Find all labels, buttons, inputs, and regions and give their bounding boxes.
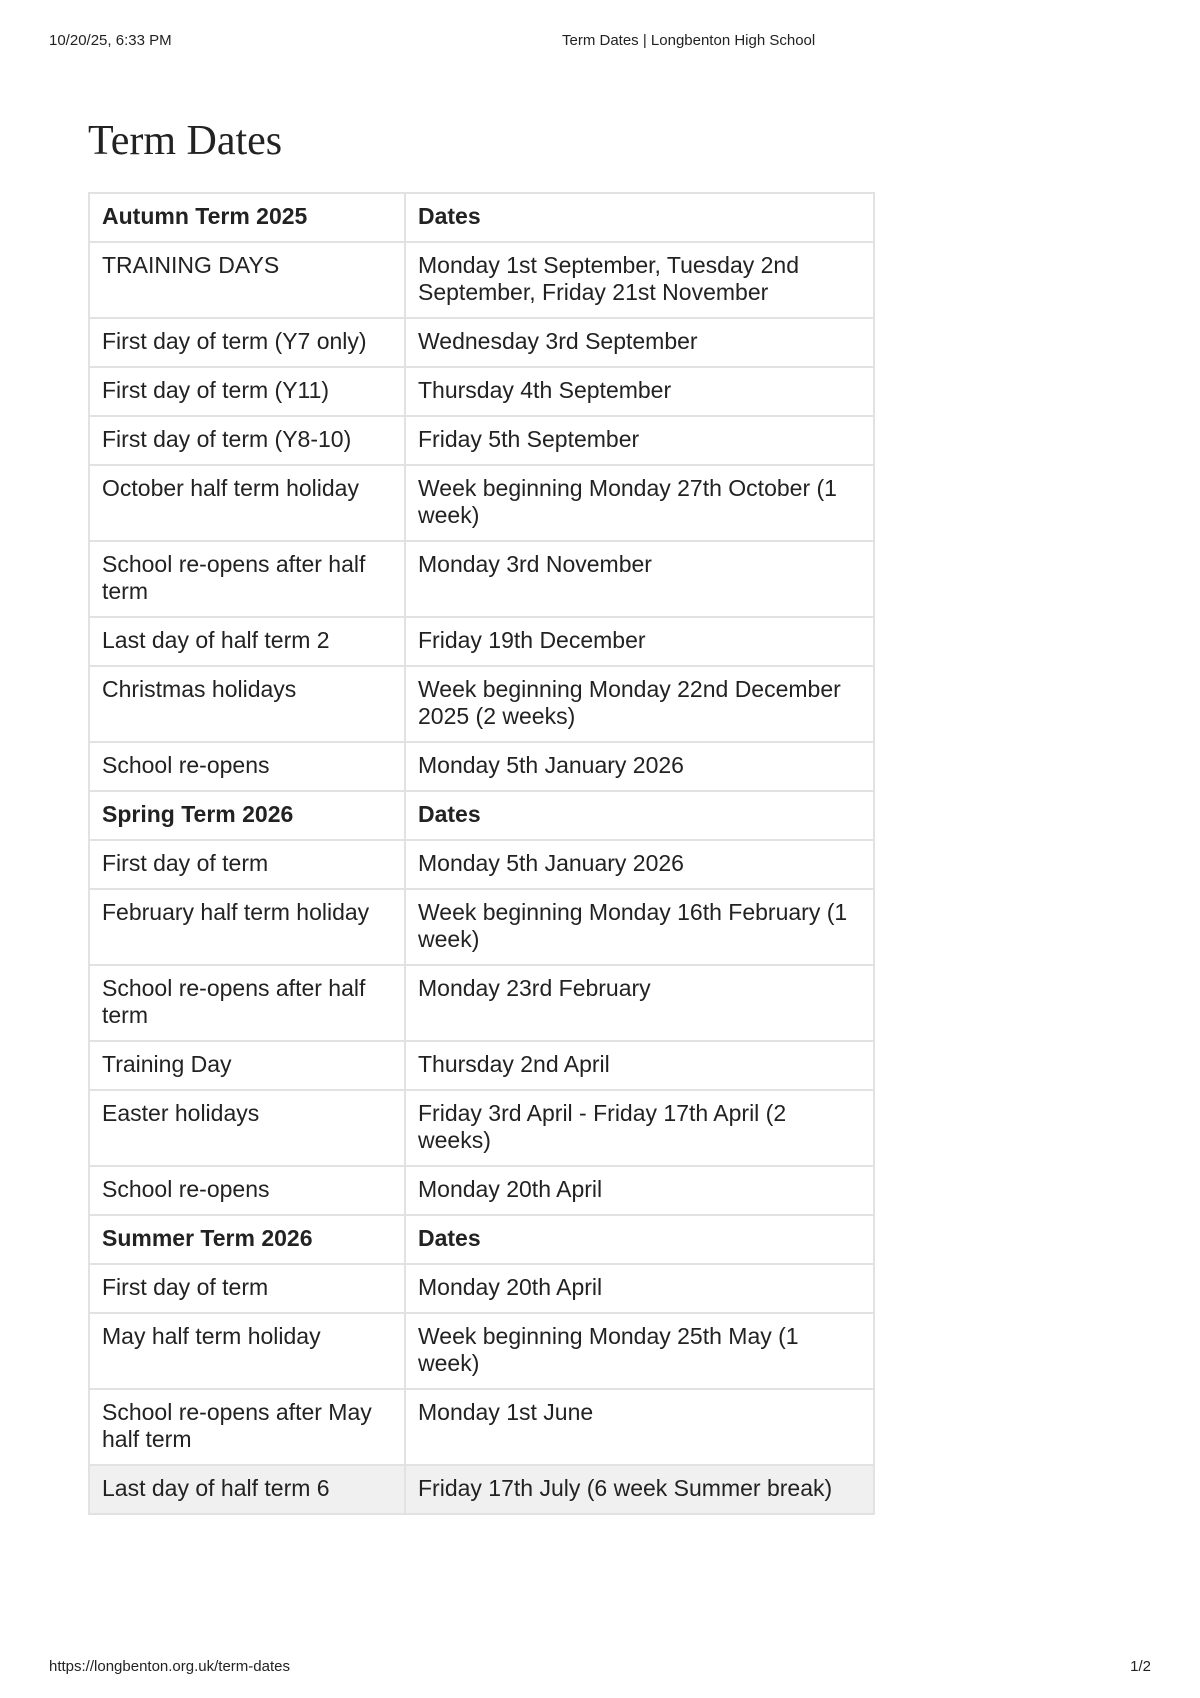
event-cell: School re-opens [89, 1166, 405, 1215]
event-cell: First day of term [89, 1264, 405, 1313]
table-section-header [89, 193, 874, 242]
section-dates-heading: Dates [405, 1215, 874, 1264]
event-cell: First day of term (Y11) [89, 367, 405, 416]
table-row [89, 367, 874, 416]
term-dates-table [88, 192, 875, 1515]
event-cell: Christmas holidays [89, 666, 405, 742]
event-cell: School re-opens after half term [89, 541, 405, 617]
table-row [89, 1041, 874, 1090]
section-dates-heading: Dates [405, 791, 874, 840]
table-row [89, 465, 874, 541]
table-row [89, 742, 874, 791]
event-cell: October half term holiday [89, 465, 405, 541]
section-dates-heading: Dates [405, 193, 874, 242]
event-cell: Last day of half term 2 [89, 617, 405, 666]
section-title: Summer Term 2026 [89, 1215, 405, 1264]
page-number: 1/2 [1130, 1658, 1151, 1675]
table-row [89, 840, 874, 889]
table-row [89, 889, 874, 965]
table-row [89, 541, 874, 617]
section-title: Autumn Term 2025 [89, 193, 405, 242]
table-row [89, 666, 874, 742]
print-datetime: 10/20/25, 6:33 PM [49, 32, 172, 49]
print-document-title: Term Dates | Longbenton High School [562, 32, 816, 49]
event-cell: May half term holiday [89, 1313, 405, 1389]
event-cell: School re-opens after half term [89, 965, 405, 1041]
dates-cell: Week beginning Monday 27th October (1 week) [405, 465, 874, 541]
table-row [89, 318, 874, 367]
dates-cell: Friday 5th September [405, 416, 874, 465]
page-title: Term Dates [88, 118, 283, 164]
dates-cell: Monday 20th April [405, 1166, 874, 1215]
dates-cell: Monday 1st June [405, 1389, 874, 1465]
dates-cell: Friday 17th July (6 week Summer break) [405, 1465, 874, 1514]
event-cell: Training Day [89, 1041, 405, 1090]
print-footer [49, 1658, 1151, 1678]
dates-cell: Wednesday 3rd September [405, 318, 874, 367]
print-header [49, 32, 1151, 52]
section-title: Spring Term 2026 [89, 791, 405, 840]
event-cell: First day of term (Y7 only) [89, 318, 405, 367]
dates-cell: Monday 5th January 2026 [405, 840, 874, 889]
event-cell: February half term holiday [89, 889, 405, 965]
table-row [89, 242, 874, 318]
event-cell: First day of term (Y8-10) [89, 416, 405, 465]
print-url: https://longbenton.org.uk/term-dates [49, 1658, 290, 1675]
dates-cell: Monday 1st September, Tuesday 2nd September, Friday 21st November [405, 242, 874, 318]
table-row [89, 1264, 874, 1313]
event-cell: School re-opens after May half term [89, 1389, 405, 1465]
table-row [89, 1465, 874, 1514]
dates-cell: Monday 20th April [405, 1264, 874, 1313]
table-row [89, 965, 874, 1041]
table-row [89, 1166, 874, 1215]
event-cell: First day of term [89, 840, 405, 889]
event-cell: Last day of half term 6 [89, 1465, 405, 1514]
event-cell: School re-opens [89, 742, 405, 791]
table-row [89, 1090, 874, 1166]
table-section-header [89, 791, 874, 840]
dates-cell: Friday 3rd April - Friday 17th April (2 weeks) [405, 1090, 874, 1166]
table-row [89, 1389, 874, 1465]
event-cell: TRAINING DAYS [89, 242, 405, 318]
dates-cell: Friday 19th December [405, 617, 874, 666]
dates-cell: Thursday 2nd April [405, 1041, 874, 1090]
dates-cell: Week beginning Monday 16th February (1 week) [405, 889, 874, 965]
dates-cell: Week beginning Monday 25th May (1 week) [405, 1313, 874, 1389]
table-row [89, 617, 874, 666]
event-cell: Easter holidays [89, 1090, 405, 1166]
dates-cell: Week beginning Monday 22nd December 2025 (2 weeks) [405, 666, 874, 742]
dates-cell: Monday 3rd November [405, 541, 874, 617]
dates-cell: Thursday 4th September [405, 367, 874, 416]
dates-cell: Monday 23rd February [405, 965, 874, 1041]
table-section-header [89, 1215, 874, 1264]
dates-cell: Monday 5th January 2026 [405, 742, 874, 791]
table-row [89, 416, 874, 465]
table-row [89, 1313, 874, 1389]
